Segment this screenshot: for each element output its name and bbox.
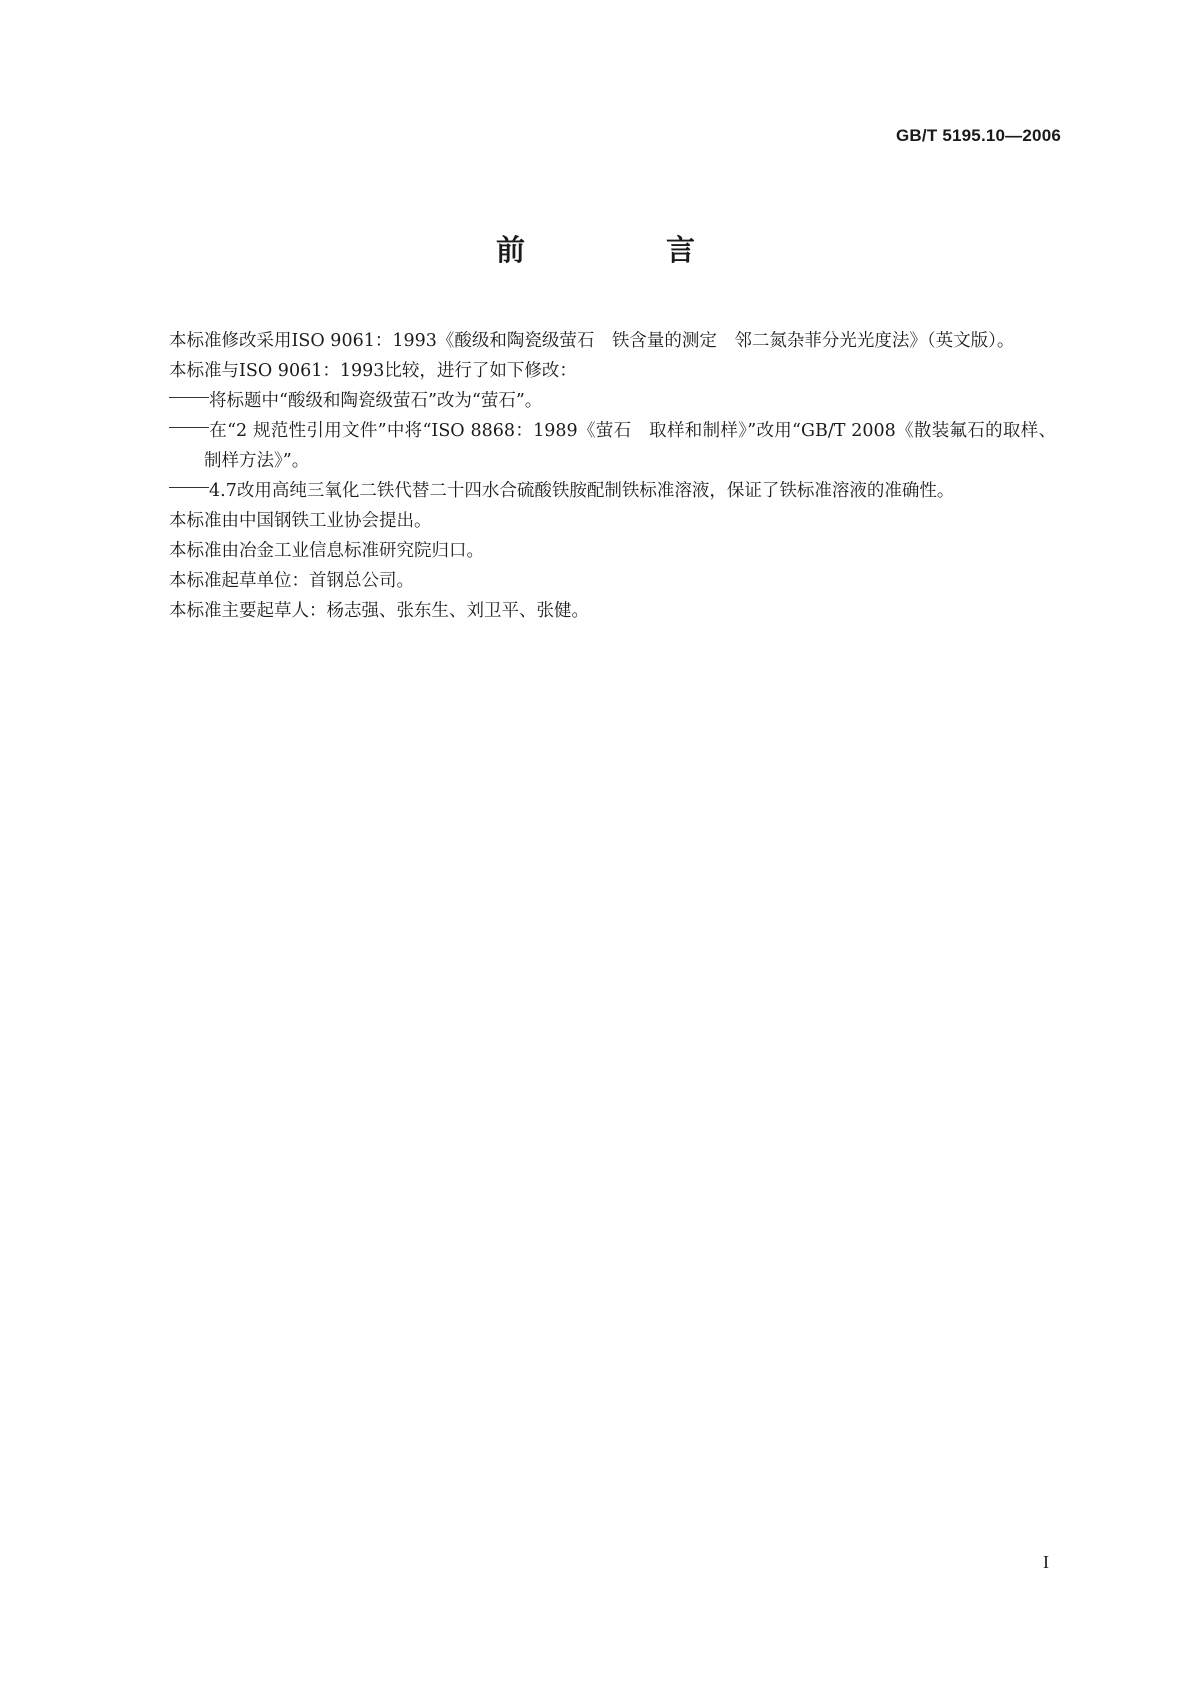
em-dash-marker [169, 487, 209, 488]
list-item [134, 386, 1056, 416]
standard-code: GB/T 5195.10—2006 [896, 126, 1061, 145]
list-item [134, 476, 1056, 506]
foreword-body [134, 326, 1056, 626]
list-item-text: 在“2 规范性引用文件”中将“ISO 8868：1989《萤石 取样和制样》”改用“GB/T 2008《散装氟石的取样、制样方法》”。 [204, 421, 1056, 471]
list-item-text: 4.7改用高纯三氧化二铁代替二十四水合硫酸铁胺配制铁标准溶液，保证了铁标准溶液的准确性。 [209, 481, 955, 501]
em-dash-marker [169, 397, 209, 398]
paragraph-drafting-unit: 本标准起草单位：首钢总公司。 [169, 571, 414, 591]
paragraph-administrator: 本标准由冶金工业信息标准研究院归口。 [169, 541, 484, 561]
paragraph-proposer: 本标准由中国钢铁工业协会提出。 [169, 511, 432, 531]
paragraph-modifications-intro: 本标准与ISO 9061：1993比较，进行了如下修改： [169, 361, 577, 381]
list-item [134, 416, 1056, 476]
page-number: I [1043, 1552, 1049, 1572]
paragraph-drafters: 本标准主要起草人：杨志强、张东生、刘卫平、张健。 [169, 601, 589, 621]
page-title: 前 言 [495, 233, 751, 267]
list-item-text: 将标题中“酸级和陶瓷级萤石”改为“萤石”。 [209, 391, 543, 411]
paragraph-adoption: 本标准修改采用ISO 9061：1993《酸级和陶瓷级萤石 铁含量的测定 邻二氮杂菲分光光度法》（英文版）。 [169, 331, 1015, 351]
em-dash-marker [169, 427, 209, 428]
